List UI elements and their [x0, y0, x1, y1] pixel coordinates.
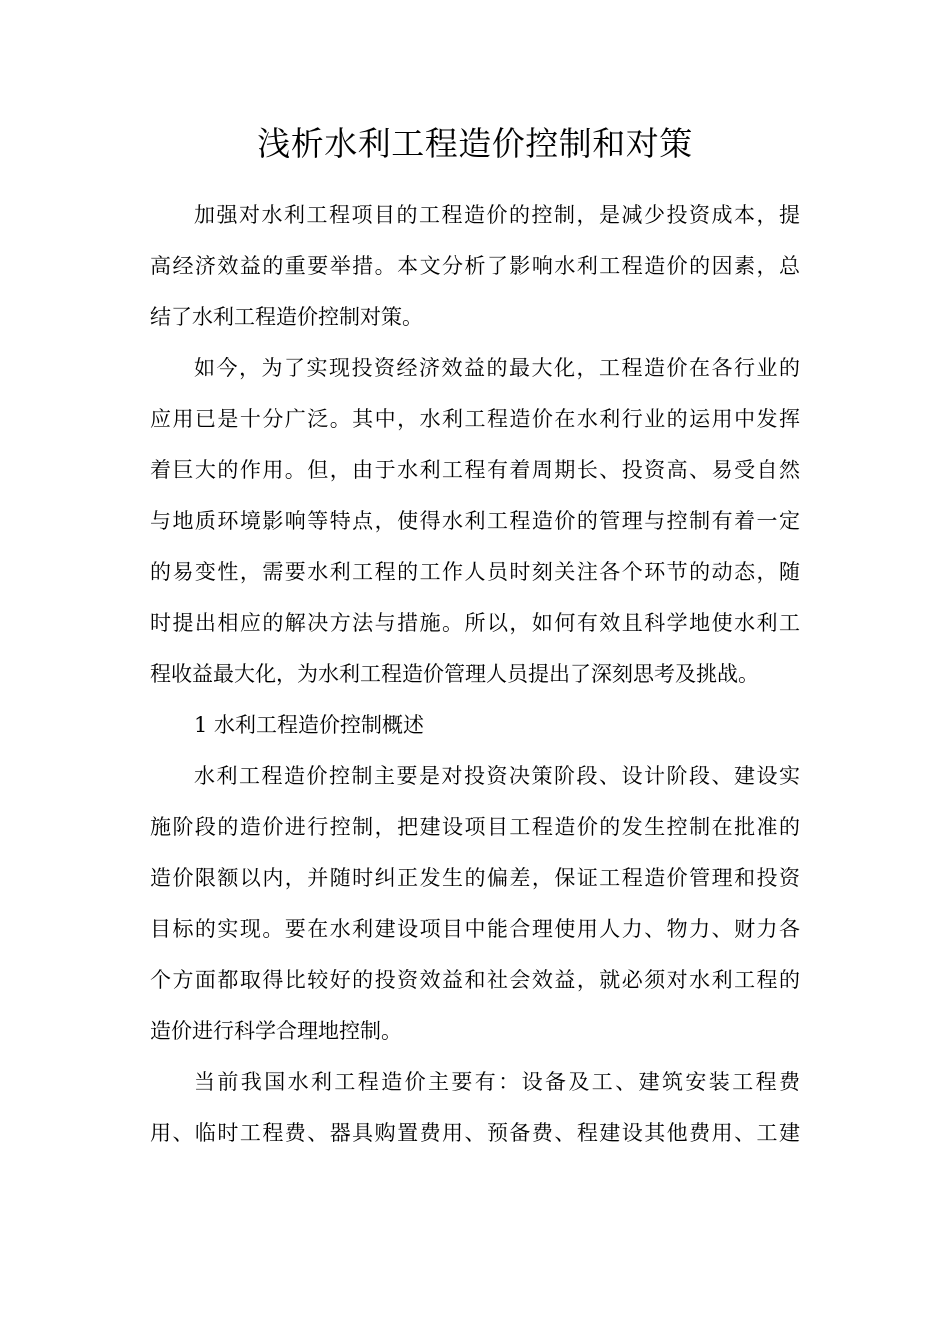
text-line: 结了水利工程造价控制对策。 — [150, 305, 423, 329]
text-line: 高经济效益的重要举措。本文分析了影响水利工程造价的因素，总 — [150, 254, 800, 278]
text-line: 施阶段的造价进行控制，把建设项目工程造价的发生控制在批准的 — [150, 815, 800, 839]
document-title: 浅析水利工程造价控制和对策 — [257, 124, 693, 163]
text-line: 水利工程造价控制主要是对投资决策阶段、设计阶段、建设实 — [194, 764, 800, 788]
text-line: 与地质环境影响等特点，使得水利工程造价的管理与控制有着一定 — [150, 509, 800, 533]
text-line: 应用已是十分广泛。其中，水利工程造价在水利行业的运用中发挥 — [150, 407, 800, 431]
text-line: 着巨大的作用。但，由于水利工程有着周期长、投资高、易受自然 — [150, 458, 800, 482]
text-line: 当前我国水利工程造价主要有：设备及工、建筑安装工程费 — [194, 1070, 800, 1094]
text-line: 造价限额以内，并随时纠正发生的偏差，保证工程造价管理和投资 — [150, 866, 800, 890]
text-line: 时提出相应的解决方法与措施。所以，如何有效且科学地使水利工 — [150, 611, 800, 635]
text-line: 个方面都取得比较好的投资效益和社会效益，就必须对水利工程的 — [150, 968, 800, 992]
text-line: 目标的实现。要在水利建设项目中能合理使用人力、物力、财力各 — [150, 917, 800, 941]
text-line: 如今，为了实现投资经济效益的最大化，工程造价在各行业的 — [194, 356, 800, 380]
text-line: 造价进行科学合理地控制。 — [150, 1019, 402, 1043]
text-line: 程收益最大化，为水利工程造价管理人员提出了深刻思考及挑战。 — [150, 662, 759, 686]
text-line: 加强对水利工程项目的工程造价的控制，是减少投资成本，提 — [194, 203, 800, 227]
section-heading: 1 水利工程造价控制概述 — [194, 713, 425, 737]
text-line: 的易变性，需要水利工程的工作人员时刻关注各个环节的动态，随 — [150, 560, 800, 584]
document-body — [150, 190, 800, 1159]
text-line: 用、临时工程费、器具购置费用、预备费、程建设其他费用、工建 — [150, 1121, 800, 1145]
